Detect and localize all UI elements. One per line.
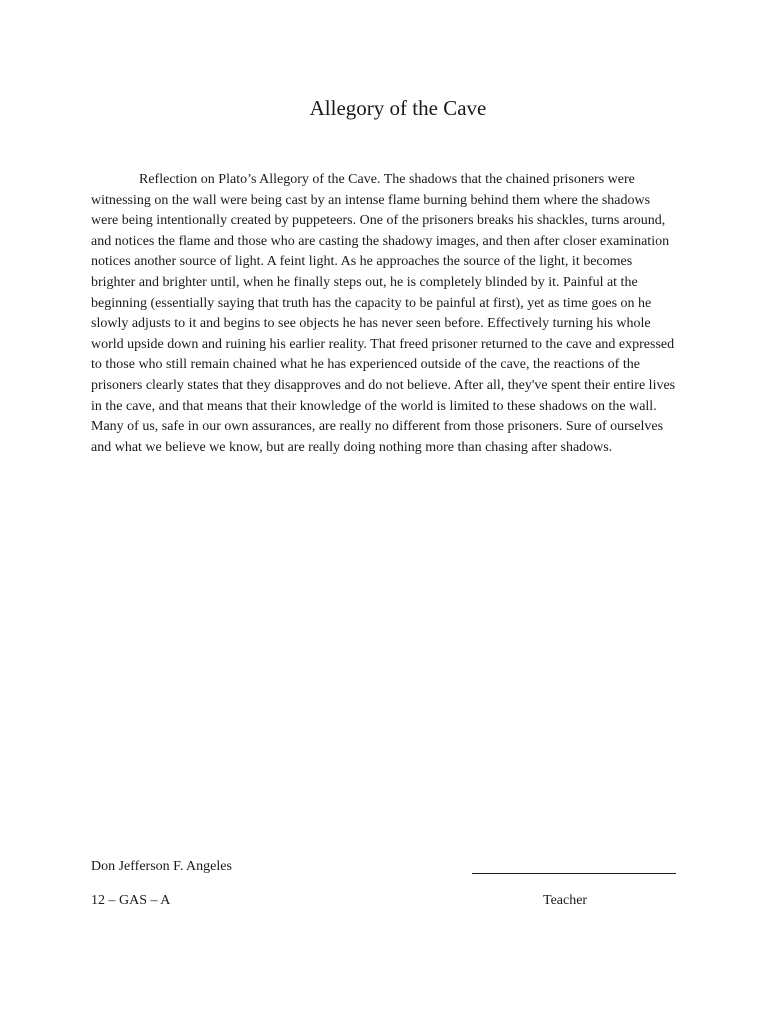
teacher-signature-line [472,873,676,874]
author-name: Don Jefferson F. Angeles [91,859,232,874]
student-section: 12 – GAS – A [91,893,171,908]
reflection-paragraph: Reflection on Plato’s Allegory of the Cave. The shadows that the chained prisoners were witnessing on the wall were being cast by an intense flame burning behind them where the shadows were being intentionally created by puppeteers. One of the prisoners breaks his shackles, turns around, and notices the flame and those who are casting the shadowy images, and then after closer examination notices another source of light. A feint light. As he approaches the source of the light, it becomes brighter and brighter until, when he finally steps out, he is completely blinded by it. Painful at the beginning (essentially saying that truth has the capacity to be painful at first), yet as time goes on he slowly adjusts to it and begins to see objects he has never seen before. Effectively turning his whole world upside down and ruining his earlier reality. That freed prisoner returned to the cave and expressed to those who still remain chained what he has experienced outside of the cave, the reactions of the prisoners clearly states that they disapproves and do not believe. After all, they've spent their entire lives in the cave, and that means that their knowledge of the world is limited to these shadows on the wall. Many of us, safe in our own assurances, are really no different from those prisoners. Sure of ourselves and what we believe we know, but are really doing nothing more than chasing after shadows. [91,172,676,455]
document-title: Allegory of the Cave [309,96,487,120]
teacher-label: Teacher [543,893,588,908]
